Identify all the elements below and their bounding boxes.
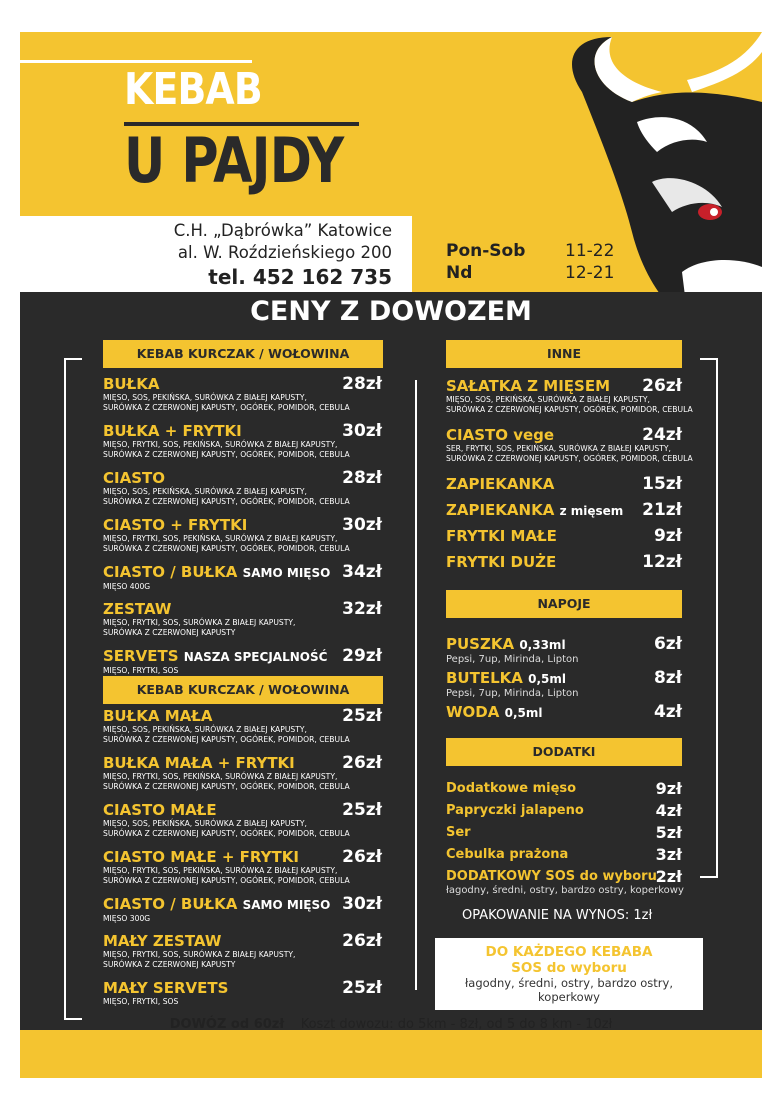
hours-days-1: Pon-Sob (446, 241, 526, 261)
item-name (103, 708, 350, 725)
item-description: SURÓWKA Z CZERWONEJ KAPUSTY (103, 628, 236, 637)
menu-item (103, 896, 330, 924)
item-description: MIĘSO, FRYTKI, SOS, PEKIŃSKA, SURÓWKA Z BIAŁEJ KAPUSTY, (103, 534, 338, 543)
hours-days-2: Nd (446, 263, 473, 283)
item-description: SURÓWKA Z CZERWONEJ KAPUSTY, OGÓREK, POMIDOR, CEBULA (446, 405, 693, 414)
item-title: FRYTKI MAŁE (446, 527, 557, 545)
item-title: CIASTO / BUŁKA (103, 895, 238, 913)
item-description: MIĘSO, FRYTKI, SOS (103, 997, 179, 1006)
item-price: 32zł (342, 599, 382, 619)
menu-item (446, 636, 578, 666)
item-description: MIĘSO, FRYTKI, SOS (103, 666, 179, 675)
bracket-line (700, 876, 718, 878)
item-name (103, 470, 350, 487)
item-name (103, 896, 330, 914)
item-price: 25zł (342, 800, 382, 820)
phone-number[interactable]: tel. 452 162 735 (208, 265, 392, 289)
item-description: SURÓWKA Z CZERWONEJ KAPUSTY, OGÓREK, POMIDOR, CEBULA (103, 403, 350, 412)
item-description: MIĘSO, SOS, PEKIŃSKA, SURÓWKA Z BIAŁEJ KAPUSTY, (103, 725, 307, 734)
addon-name: Papryczki jalapeno (446, 803, 584, 818)
menu-item (103, 376, 350, 413)
addon-item (446, 802, 584, 819)
item-subtitle: 0,33ml (519, 638, 566, 652)
packaging-note: OPAKOWANIE NA WYNOS: 1zł (462, 908, 653, 923)
sos-box-line-2: SOS do wyboru (511, 960, 627, 976)
item-name (446, 704, 542, 722)
bracket-line (64, 358, 82, 360)
item-title: PUSZKA (446, 635, 515, 653)
item-subtitle: z mięsem (559, 504, 624, 518)
item-description: MIĘSO 300G (103, 914, 151, 923)
item-description: MIĘSO 400G (103, 582, 151, 591)
item-title: BUŁKA MAŁA + FRYTKI (103, 754, 295, 772)
item-title: BUTELKA (446, 669, 523, 687)
item-subtitle: 0,5ml (528, 672, 566, 686)
item-description: SURÓWKA Z CZERWONEJ KAPUSTY (103, 960, 236, 969)
item-price: 12zł (642, 552, 682, 572)
item-title: BUŁKA MAŁA (103, 707, 213, 725)
menu-item (103, 648, 327, 676)
item-price: 30zł (342, 894, 382, 914)
item-description: Pepsi, 7up, Mirinda, Lipton (446, 688, 579, 699)
sos-box-desc: łagodny, średni, ostry, bardzo ostry, koperkowy (465, 976, 673, 1004)
menu-item (103, 802, 350, 839)
item-title: CIASTO MAŁE + FRYTKI (103, 848, 299, 866)
item-price: 21zł (642, 500, 682, 520)
item-price: 6zł (653, 634, 682, 654)
menu-item (103, 980, 228, 1007)
delivery-footer (20, 1017, 762, 1032)
item-name (103, 802, 350, 819)
item-price: 26zł (342, 931, 382, 951)
menu-item (446, 528, 557, 545)
addon-price: 4zł (655, 801, 682, 820)
delivery-cost: Koszt dowozu: do 5km - 8zł, od 5 do 8 km - 10zł (300, 1017, 613, 1032)
item-price: 25zł (342, 978, 382, 998)
section-header: NAPOJE (446, 590, 682, 618)
item-price: 26zł (342, 753, 382, 773)
item-description: Pepsi, 7up, Mirinda, Lipton (446, 654, 579, 665)
item-title: SERVETS (103, 647, 179, 665)
item-price: 15zł (642, 474, 682, 494)
item-title: BUŁKA + FRYTKI (103, 422, 242, 440)
item-subtitle: SAMO MIĘSO (242, 566, 331, 580)
item-name (103, 423, 350, 440)
item-description: MIĘSO, SOS, PEKIŃSKA, SURÓWKA Z BIAŁEJ KAPUSTY, (103, 487, 307, 496)
menu-item (103, 933, 295, 970)
item-description: MIĘSO, SOS, PEKIŃSKA, SURÓWKA Z BIAŁEJ KAPUSTY, (103, 819, 307, 828)
item-name (103, 849, 350, 866)
addon-name: Dodatkowe mięso (446, 781, 577, 796)
menu-item (103, 470, 350, 507)
item-name (446, 554, 556, 571)
item-description: SURÓWKA Z CZERWONEJ KAPUSTY, OGÓREK, POMIDOR, CEBULA (103, 829, 350, 838)
top-divider (20, 60, 252, 63)
item-description: MIĘSO, SOS, PEKIŃSKA, SURÓWKA Z BIAŁEJ KAPUSTY, (103, 393, 307, 402)
menu-item (103, 849, 350, 886)
item-title: FRYTKI DUŻE (446, 553, 557, 571)
item-description: SER, FRYTKI, SOS, PEKIŃSKA, SURÓWKA Z BIAŁEJ KAPUSTY, (446, 444, 671, 453)
hours-time-2: 12-21 (565, 263, 615, 283)
item-description: MIĘSO, FRYTKI, SOS, PEKIŃSKA, SURÓWKA Z BIAŁEJ KAPUSTY, (103, 866, 338, 875)
item-title: CIASTO vege (446, 426, 555, 444)
item-name (103, 601, 295, 618)
item-title: MAŁY ZESTAW (103, 932, 222, 950)
item-title: ZAPIEKANKA (446, 475, 555, 493)
addon-price: 2zł (655, 867, 682, 886)
menu-item (446, 502, 623, 520)
item-title: WODA (446, 703, 500, 721)
item-name (103, 755, 350, 772)
item-name (446, 670, 578, 688)
addon-item (446, 824, 471, 841)
hours-days (446, 240, 525, 284)
item-description: SURÓWKA Z CZERWONEJ KAPUSTY, OGÓREK, POMIDOR, CEBULA (103, 450, 350, 459)
menu-item (103, 423, 350, 460)
addon-name: DODATKOWY SOS do wyboru (446, 869, 657, 884)
sos-box-line-1: DO KAŻDEGO KEBABA (485, 944, 653, 960)
menu-item (103, 517, 350, 554)
item-name (103, 980, 228, 997)
bracket-line (415, 380, 417, 990)
sos-info-box (435, 938, 703, 1010)
item-description: SURÓWKA Z CZERWONEJ KAPUSTY, OGÓREK, POMIDOR, CEBULA (103, 497, 350, 506)
item-price: 29zł (342, 646, 382, 666)
item-name (103, 648, 327, 666)
menu-item (103, 564, 330, 592)
logo-u-pajdy: U PAJDY (124, 124, 344, 197)
item-name (446, 476, 554, 493)
bracket-line (64, 358, 66, 1020)
item-description: SURÓWKA Z CZERWONEJ KAPUSTY, OGÓREK, POMIDOR, CEBULA (103, 735, 350, 744)
section-header: KEBAB KURCZAK / WOŁOWINA (103, 340, 383, 368)
item-name (103, 933, 295, 950)
section-header: KEBAB KURCZAK / WOŁOWINA (103, 676, 383, 704)
item-price: 28zł (342, 468, 382, 488)
item-subtitle: NASZA SPECJALNOŚĆ (183, 650, 328, 664)
item-name (446, 502, 623, 520)
item-subtitle: SAMO MIĘSO (242, 898, 331, 912)
item-title: CIASTO / BUŁKA (103, 563, 238, 581)
item-subtitle: 0,5ml (504, 706, 543, 720)
item-price: 26zł (642, 376, 682, 396)
item-description: MIĘSO, FRYTKI, SOS, PEKIŃSKA, SURÓWKA Z BIAŁEJ KAPUSTY, (103, 440, 338, 449)
item-title: CIASTO MAŁE (103, 801, 217, 819)
item-title: BUŁKA (103, 375, 160, 393)
section-header: DODATKI (446, 738, 682, 766)
item-description: MIĘSO, FRYTKI, SOS, PEKIŃSKA, SURÓWKA Z BIAŁEJ KAPUSTY, (103, 772, 338, 781)
item-price: 4zł (653, 702, 682, 722)
item-description: SURÓWKA Z CZERWONEJ KAPUSTY, OGÓREK, POMIDOR, CEBULA (103, 782, 350, 791)
menu-item (103, 601, 295, 638)
section-header: INNE (446, 340, 682, 368)
item-name (103, 564, 330, 582)
item-name (446, 636, 578, 654)
addon-price: 9zł (655, 779, 682, 798)
item-price: 28zł (342, 374, 382, 394)
menu-item (103, 708, 350, 745)
addon-name: Cebulka prażona (446, 847, 569, 862)
item-title: SAŁATKA Z MIĘSEM (446, 377, 611, 395)
addon-item (446, 846, 568, 863)
item-title: ZESTAW (103, 600, 172, 618)
addon-description: łagodny, średni, ostry, bardzo ostry, koperkowy (446, 885, 684, 896)
item-price: 9zł (653, 526, 682, 546)
item-description: SURÓWKA Z CZERWONEJ KAPUSTY, OGÓREK, POMIDOR, CEBULA (446, 454, 693, 463)
item-title: ZAPIEKANKA (446, 501, 555, 519)
page-title: CENY Z DOWOZEM (250, 296, 532, 327)
bracket-line (700, 358, 718, 360)
address-box (20, 216, 412, 292)
item-name (103, 376, 350, 393)
item-name (446, 528, 557, 545)
menu-item (446, 704, 542, 722)
address-line-1: C.H. „Dąbrówka” Katowice (173, 221, 392, 240)
item-price: 30zł (342, 515, 382, 535)
item-price: 8zł (653, 668, 682, 688)
item-price: 26zł (342, 847, 382, 867)
item-name (103, 517, 350, 534)
address-line-2: al. W. Roździeńskiego 200 (177, 243, 392, 262)
addon-price: 3zł (655, 845, 682, 864)
item-description: MIĘSO, FRYTKI, SOS, SURÓWKA Z BIAŁEJ KAPUSTY, (103, 618, 296, 627)
item-title: CIASTO + FRYTKI (103, 516, 248, 534)
hours-time-1: 11-22 (565, 241, 615, 261)
menu-item (103, 755, 350, 792)
addon-name: Ser (446, 825, 471, 840)
item-price: 25zł (342, 706, 382, 726)
item-description: SURÓWKA Z CZERWONEJ KAPUSTY, OGÓREK, POMIDOR, CEBULA (103, 544, 350, 553)
item-description: MIĘSO, SOS, PEKIŃSKA, SURÓWKA Z BIAŁEJ KAPUSTY, (446, 395, 650, 404)
logo-kebab: KEBAB (124, 64, 262, 115)
item-description: MIĘSO, FRYTKI, SOS, SURÓWKA Z BIAŁEJ KAPUSTY, (103, 950, 296, 959)
addon-price: 5zł (655, 823, 682, 842)
item-title: CIASTO (103, 469, 165, 487)
item-price: 30zł (342, 421, 382, 441)
item-description: SURÓWKA Z CZERWONEJ KAPUSTY, OGÓREK, POMIDOR, CEBULA (103, 876, 350, 885)
menu-item (446, 554, 556, 571)
menu-item (446, 476, 554, 493)
item-price: 34zł (342, 562, 382, 582)
item-title: MAŁY SERVETS (103, 979, 229, 997)
delivery-minimum: DOWÓZ od 60zł (169, 1017, 285, 1032)
addon-item (446, 780, 576, 797)
menu-item (446, 670, 578, 700)
item-price: 24zł (642, 425, 682, 445)
bracket-line (716, 358, 718, 878)
hours-times (565, 240, 614, 284)
menu-poster (20, 32, 762, 1078)
